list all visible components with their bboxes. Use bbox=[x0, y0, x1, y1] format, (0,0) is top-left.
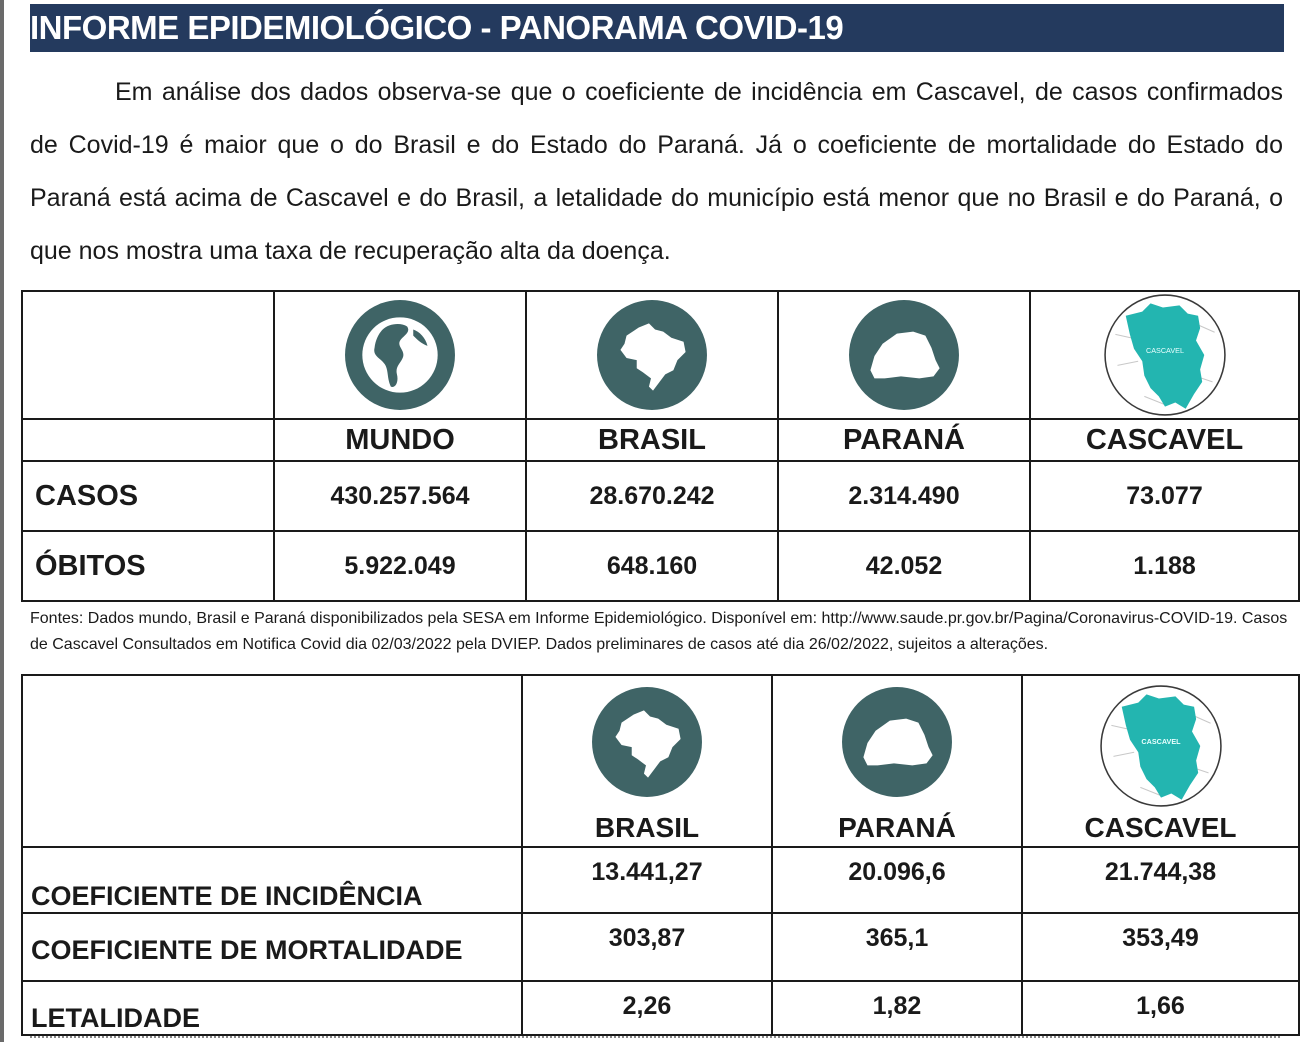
table-cell: 2.314.490 bbox=[778, 461, 1030, 531]
table-cell: 5.922.049 bbox=[274, 531, 526, 601]
intro-paragraph: Em análise dos dados observa-se que o coeficiente de incidência em Cascavel, de casos confirmados de Covid-19 é maior que o do Brasil e do Estado do Paraná. Já o coeficiente de mortalidade do Estado do Paraná está acima de Cascavel e do Brasil, a letalidade do município está menor que no Brasil e do Paraná, o que nos mostra uma taxa de recuperação alta da doença. bbox=[30, 78, 1283, 265]
empty-corner-cell bbox=[22, 675, 522, 847]
globe-icon bbox=[344, 299, 456, 411]
table-cell: 13.441,27 bbox=[522, 847, 772, 913]
row-label: COEFICIENTE DE INCIDÊNCIA bbox=[22, 847, 522, 913]
table-cell: 2,26 bbox=[522, 981, 772, 1035]
page-edge bbox=[0, 0, 4, 1042]
table-cell: 20.096,6 bbox=[772, 847, 1022, 913]
column-header: CASCAVEL bbox=[1030, 419, 1299, 461]
row-label: ÓBITOS bbox=[22, 531, 274, 601]
parana-map-icon bbox=[848, 299, 960, 411]
table-row bbox=[22, 981, 1299, 1035]
sources-footnote: Fontes: Dados mundo, Brasil e Paraná disponibilizados pela SESA em Informe Epidemiológico. Disponível em: http://www.saude.pr.gov.br/Pagina/Coronavirus-COVID-19. Casos de Cascavel Consultados em Notifica Covid dia 02/03/2022 pela DVIEP. Dados preliminares de casos até dia 26/02/2022, sujeitos a alterações. bbox=[30, 610, 1288, 653]
row-label: LETALIDADE bbox=[22, 981, 522, 1035]
column-header: PARANÁ bbox=[778, 419, 1030, 461]
column-header: MUNDO bbox=[274, 419, 526, 461]
empty-name-cell bbox=[22, 419, 274, 461]
column-header: BRASIL bbox=[594, 812, 700, 843]
page-bottom-edge bbox=[30, 1036, 1280, 1044]
brazil-map-icon bbox=[596, 299, 708, 411]
row-label: CASOS bbox=[22, 461, 274, 531]
table-row bbox=[22, 531, 1299, 601]
cascavel-map-icon bbox=[1099, 684, 1223, 808]
cascavel-map-icon bbox=[1103, 293, 1227, 417]
table-cell: 365,1 bbox=[772, 913, 1022, 981]
table-cell: 21.744,38 bbox=[1022, 847, 1299, 913]
empty-corner-cell bbox=[22, 291, 274, 419]
table-cell: 353,49 bbox=[1022, 913, 1299, 981]
table-row bbox=[22, 913, 1299, 981]
table-cell: 42.052 bbox=[778, 531, 1030, 601]
table-cell: 1,66 bbox=[1022, 981, 1299, 1035]
brasil-header-cell bbox=[522, 675, 772, 847]
page-title: INFORME EPIDEMIOLÓGICO - PANORAMA COVID-19 bbox=[30, 4, 1284, 52]
row-label: COEFICIENTE DE MORTALIDADE bbox=[22, 913, 522, 981]
cascavel-header-cell bbox=[1022, 675, 1299, 847]
column-header: PARANÁ bbox=[838, 812, 956, 843]
column-header: CASCAVEL bbox=[1084, 812, 1237, 843]
table-cell: 303,87 bbox=[522, 913, 772, 981]
parana-icon-cell bbox=[778, 291, 1030, 419]
mundo-icon-cell bbox=[274, 291, 526, 419]
table-cell: 1,82 bbox=[772, 981, 1022, 1035]
column-header: BRASIL bbox=[526, 419, 778, 461]
brasil-icon-cell bbox=[526, 291, 778, 419]
table-row bbox=[22, 461, 1299, 531]
table-cell: 28.670.242 bbox=[526, 461, 778, 531]
cases-deaths-table bbox=[21, 290, 1300, 602]
coefficients-table bbox=[21, 674, 1300, 1036]
table-cell: 1.188 bbox=[1030, 531, 1299, 601]
brazil-map-icon bbox=[591, 686, 703, 798]
cascavel-icon-cell bbox=[1030, 291, 1299, 419]
parana-header-cell bbox=[772, 675, 1022, 847]
table-cell: 648.160 bbox=[526, 531, 778, 601]
parana-map-icon bbox=[841, 686, 953, 798]
table-cell: 430.257.564 bbox=[274, 461, 526, 531]
table-cell: 73.077 bbox=[1030, 461, 1299, 531]
table-row bbox=[22, 847, 1299, 913]
